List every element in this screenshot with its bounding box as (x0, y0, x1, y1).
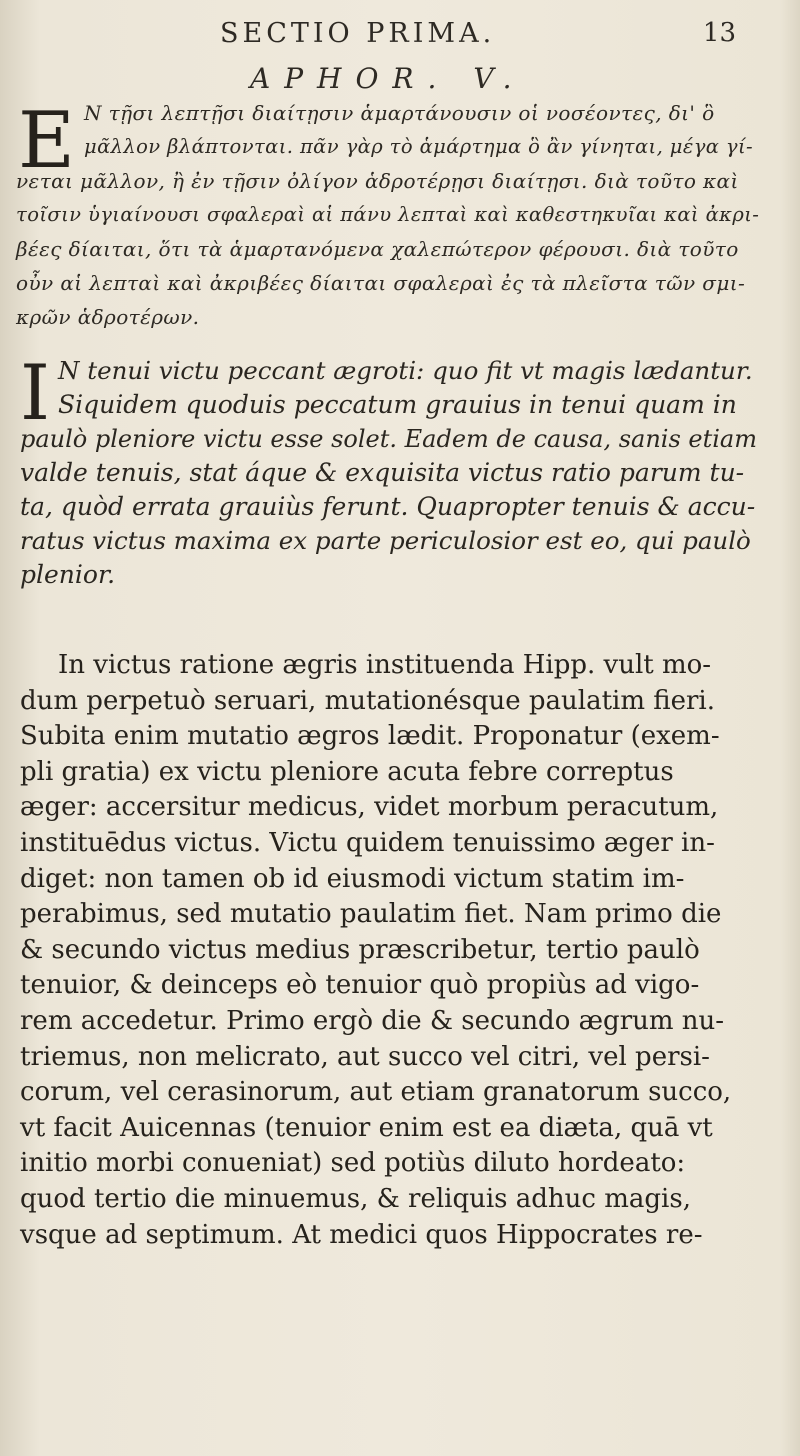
page-header (0, 14, 800, 54)
commentary-line: perabimus, sed mutatio paulatim fiet. Nam primo die (20, 899, 722, 930)
commentary-line: dum perpetuò seruari, mutationésque paulatim fieri. (20, 685, 715, 716)
commentary-line: triemus, non melicrato, aut succo vel citri, vel persi- (20, 1041, 710, 1072)
greek-line: N τῇσι λεπτῇσι διαίτῃσιν ἁμαρτάνουσιν οἱ νοσέοντες, δι' ὃ (84, 101, 715, 125)
greek-line: οὖν αἱ λεπταὶ καὶ ἀκριβέες δίαιται σφαλεραὶ ἐς τὰ πλεῖστα τῶν σμι- (16, 271, 746, 295)
aphorism-title: APHOR. V. (250, 62, 526, 95)
commentary-line: æger: accersitur medicus, videt morbum peracutum, (20, 792, 719, 823)
latin-line: plenior. (20, 560, 116, 589)
commentary-line: rem accedetur. Primo ergò die & secundo ægrum nu- (20, 1005, 725, 1036)
latin-line: ta, quòd errata grauiùs ferunt. Quapropter tenuis & accu- (20, 492, 756, 521)
latin-line: N tenui victu peccant ægroti: quo fit vt magis lædantur. (58, 356, 753, 385)
commentary-line: vt facit Auicennas (tenuior enim est ea diæta, quā vt (20, 1112, 713, 1143)
latin-line: Siquidem quoduis peccatum grauius in tenui quam in (58, 390, 737, 419)
commentary-line: initio morbi conueniat) sed potiùs diluto hordeato: (20, 1148, 686, 1179)
greek-line: βέες δίαιται, ὅτι τὰ ἁμαρτανόμενα χαλεπώτερον φέρουσι. διὰ τοῦτο (16, 237, 739, 261)
commentary-line: vsque ad septimum. At medici quos Hippocrates re- (20, 1219, 703, 1250)
commentary-line: pli gratia) ex victu pleniore acuta febre correptus (20, 756, 674, 787)
latin-translation (20, 348, 764, 592)
greek-line: κρῶν ἁδροτέρων. (16, 305, 200, 329)
latin-line: paulò pleniore victu esse solet. Eadem de causa, sanis etiam (20, 425, 757, 453)
commentary-line: quod tertio die minuemus, & reliquis adhuc magis, (20, 1183, 691, 1214)
greek-line: μᾶλλον βλάπτονται. πᾶν γὰρ τὸ ἁμάρτημα ὃ ἂν γίνηται, μέγα γί- (84, 135, 754, 158)
commentary-line: Subita enim mutatio ægros lædit. Proponatur (exem- (20, 721, 720, 752)
commentary-text (20, 648, 780, 1253)
page-number: 13 (702, 18, 736, 48)
greek-aphorism-text (16, 96, 760, 334)
commentary-line: In victus ratione ægris instituenda Hipp. vult mo- (58, 650, 712, 680)
latin-line: ratus victus maxima ex parte periculosior est eo, qui paulò (20, 526, 751, 555)
commentary-line: tenuior, & deinceps eò tenuior quò propiùs ad vigo- (20, 970, 700, 1001)
greek-line: νεται μᾶλλον, ἢ ἐν τῇσιν ὀλίγον ἁδροτέρῃσι διαίτῃσι. διὰ τοῦτο καὶ (16, 169, 739, 193)
commentary-line: diget: non tamen ob id eiusmodi victum statim im- (20, 863, 685, 894)
commentary-line: corum, vel cerasinorum, aut etiam granatorum succo, (20, 1077, 732, 1108)
latin-line: valde tenuis, stat áque & exquisita victus ratio parum tu- (20, 458, 745, 487)
commentary-line: instituēdus victus. Victu quidem tenuissimo æger in- (20, 827, 715, 858)
latin-dropcap: I (20, 348, 51, 437)
greek-dropcap: E (18, 96, 75, 186)
commentary-line: & secundo victus medius præscribetur, tertio paulò (20, 934, 700, 965)
greek-line: τοῖσιν ὑγιαίνουσι σφαλεραὶ αἱ πάνυ λεπταὶ καὶ καθεστηκυῖαι καὶ ἀκρι- (16, 203, 760, 226)
running-head: SECTIO PRIMA. (220, 18, 496, 49)
